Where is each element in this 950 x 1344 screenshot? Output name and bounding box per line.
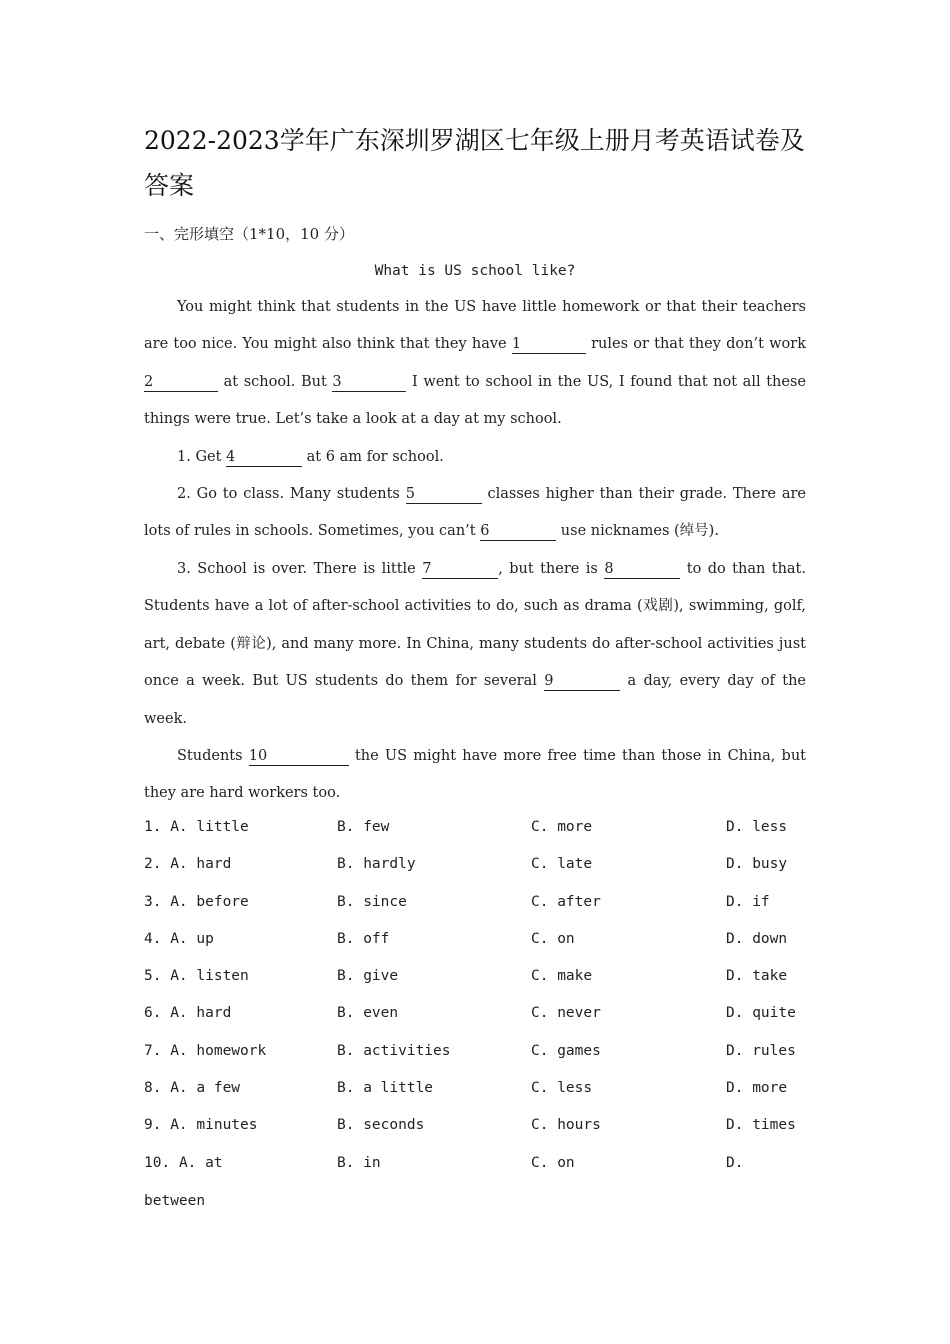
blank-4: 4 bbox=[226, 448, 302, 467]
option-row-2: 2. A. hard B. hardly C. late D. busy bbox=[144, 856, 788, 873]
passage-paragraph-3: 2. Go to class. Many students 5 classes higher than their grade. There are lots of rules in schools. Sometimes, you can’t 6 use nicknames (绰号). bbox=[144, 486, 806, 540]
answer-options bbox=[144, 819, 806, 1192]
blank-3: 3 bbox=[332, 373, 406, 392]
blank-2: 2 bbox=[144, 373, 218, 392]
passage-paragraph-2: 1. Get 4 at 6 am for school. bbox=[177, 449, 444, 465]
option-row-1: 1. A. little B. few C. more D. less bbox=[144, 819, 788, 835]
blank-8: 8 bbox=[604, 560, 680, 579]
option-row-8: 8. A. a few B. a little C. less D. more bbox=[144, 1080, 788, 1097]
option-row-5: 5. A. listen B. give C. make D. take bbox=[144, 968, 788, 985]
blank-10: 10 bbox=[249, 747, 349, 766]
blank-6: 6 bbox=[480, 522, 556, 541]
passage-title: What is US school like? bbox=[374, 263, 576, 279]
option-row-6: 6. A. hard B. even C. never D. quite bbox=[144, 1005, 796, 1022]
option-row-9: 9. A. minutes B. seconds C. hours D. times bbox=[144, 1117, 796, 1134]
passage-paragraph-5: Students 10 the US might have more free time than those in China, but they are hard workers too. bbox=[144, 748, 806, 802]
passage-paragraph-1: You might think that students in the US have little homework or that their teachers are too nice. You might also think that they have 1 rules or that they don’t work 2 at school. But 3 I went to school in the US, I found that not all these things were true. Let’s take a look at a day at my school. bbox=[144, 299, 807, 428]
section-label: 一、完形填空（1*10，10 分） bbox=[144, 225, 354, 243]
passage-paragraph-4: 3. School is over. There is little 7 , but there is 8 to do than that. Students have a lot of after-school activities to do, such as drama (戏剧), swimming, golf, art, debate (辩论), and many more. In China, many students do after-school activities just once a week. But US students do them for several 9 a day, every day of the week. bbox=[144, 561, 806, 727]
option-row-7: 7. A. homework B. activities C. games D. rules bbox=[144, 1042, 796, 1059]
document-title: 2022-2023学年广东深圳罗湖区七年级上册月考英语试卷及答案 bbox=[144, 126, 805, 200]
option-row-4: 4. A. up B. off C. on D. down bbox=[144, 930, 788, 947]
option-row-10: 10. A. at B. in C. on D. bbox=[144, 1154, 744, 1171]
option-row-3: 3. A. before B. since C. after D. if bbox=[144, 893, 770, 910]
blank-9: 9 bbox=[544, 672, 620, 691]
blank-7: 7 bbox=[422, 560, 498, 579]
blank-1: 1 bbox=[512, 335, 586, 354]
blank-5: 5 bbox=[406, 485, 482, 504]
option-10-d-text: between bbox=[144, 1193, 206, 1209]
